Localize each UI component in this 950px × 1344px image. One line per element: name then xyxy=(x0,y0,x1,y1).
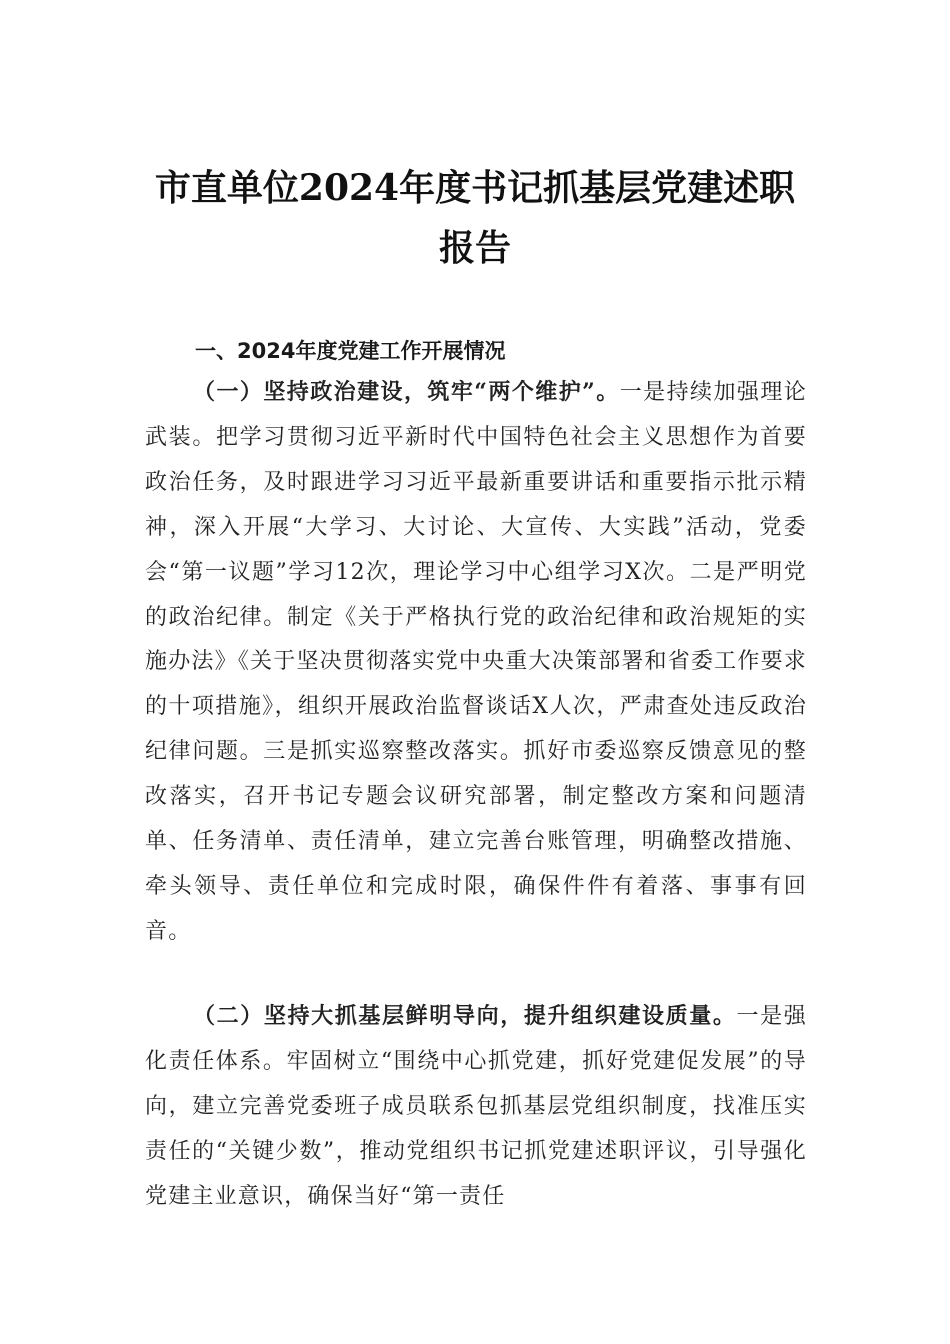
section-heading: 一、2024年度党建工作开展情况 xyxy=(195,339,506,363)
paragraph-1 xyxy=(145,370,807,955)
paragraph-2-body: 一是强化责任体系。牢固树立“围绕中心抓党建，抓好党建促发展”的导向，建立完善党委班子成员联系包抓基层党组织制度，找准压实责任的“关键少数”，推动党组织书记抓党建述职评议，引导强化党建主业意识，确保当好“第一责任 xyxy=(145,1004,807,1209)
paragraph-1-body: 一是持续加强理论武装。把学习贯彻习近平新时代中国特色社会主义思想作为首要政治任务，及时跟进学习习近平最新重要讲话和重要指示批示精神，深入开展“大学习、大讨论、大宣传、大实践”活动，党委会“第一议题”学习12次，理论学习中心组学习X次。二是严明党的政治纪律。制定《关于严格执行党的政治纪律和政治规矩的实施办法》《关于坚决贯彻落实党中央重大决策部署和省委工作要求的十项措施》，组织开展政治监督谈话X人次，严肃查处违反政治纪律问题。三是抓实巡察整改落实。抓好市委巡察反馈意见的整改落实，召开书记专题会议研究部署，制定整改方案和问题清单、任务清单、责任清单，建立完善台账管理，明确整改措施、牵头领导、责任单位和完成时限，确保件件有着落、事事有回音。 xyxy=(145,380,807,944)
document-title: 市直单位2024年度书记抓基层党建述职报告 xyxy=(154,167,796,269)
paragraph-1-lead: （一）坚持政治建设，筑牢“两个维护”。 xyxy=(193,379,620,405)
paragraph-2 xyxy=(145,994,807,1220)
paragraph-2-lead: （二）坚持大抓基层鲜明导向，提升组织建设质量。 xyxy=(193,1003,737,1029)
